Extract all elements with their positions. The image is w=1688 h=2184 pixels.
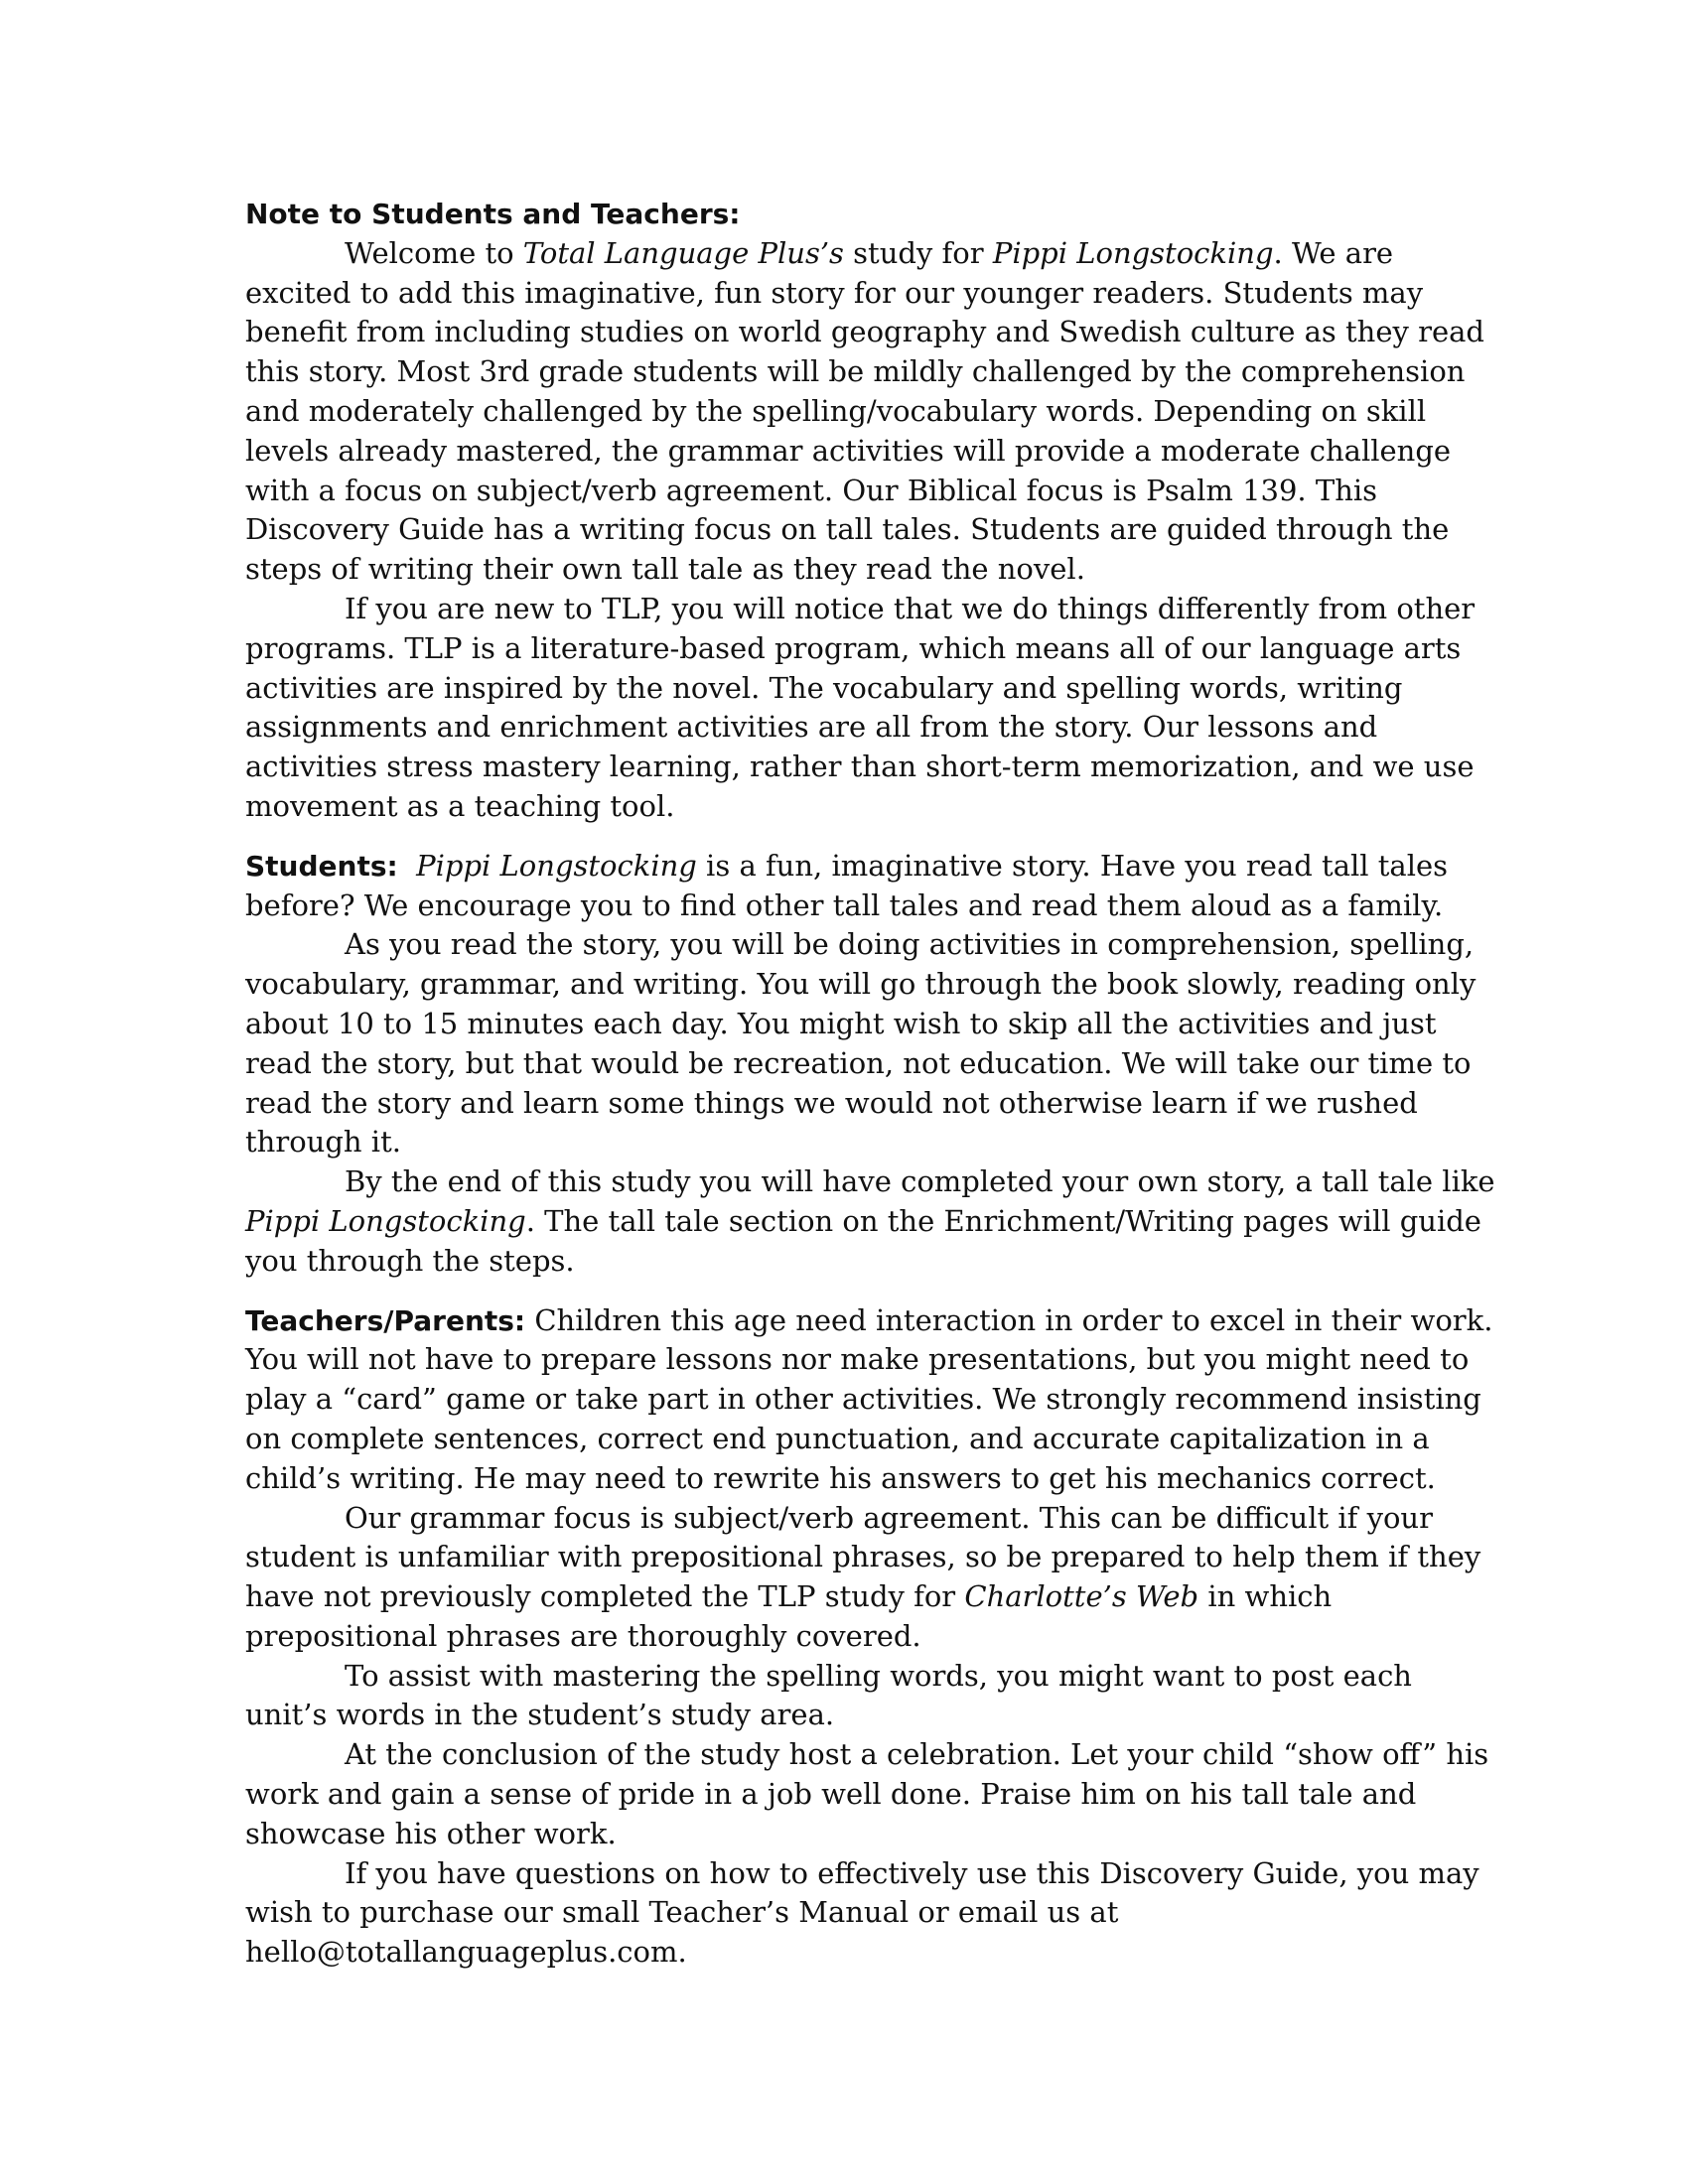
teachers-paragraph-5: If you have questions on how to effectively use this Discovery Guide, you may wish to purchase our small Teacher’s Manual or email us at hello@totallanguageplus.com. [245, 1855, 1479, 1970]
students-paragraph-1 [245, 847, 1496, 926]
book-title-charlottes-web: Charlotte’s Web [964, 1579, 1199, 1614]
note-p1-text-c: study for [843, 235, 993, 270]
teachers-paragraph-4: At the conclusion of the study host a celebration. Let your child “show off” his work and gain a sense of pride in a job well done. Praise him on his tall tale and showcase his other work. [245, 1737, 1489, 1850]
book-title-pippi: Pippi Longstocking [416, 848, 697, 883]
students-section [245, 847, 1496, 1282]
note-paragraph-2: If you are new to TLP, you will notice that we do things differently from other programs. TLP is a literature-based program, which means all of our language arts activities are inspired by the novel. The vocabulary and spelling words, writing assignments and enrichment activities are all from the story. Our lessons and activities stress mastery learning, rather than short-term memorization, and we use movement as a teaching tool. [245, 591, 1476, 823]
teachers-paragraph-1 [245, 1301, 1496, 1499]
note-paragraph-1 [245, 234, 1496, 590]
note-section [245, 195, 1496, 827]
students-p3-text-a: By the end of this study you will have completed your own story, a tall tale like [345, 1164, 1495, 1199]
teachers-paragraph-3: To assist with mastering the spelling words, you might want to post each unit’s words in the student’s study area. [245, 1658, 1412, 1732]
book-title-tlp: Total Language Plus’s [522, 235, 844, 270]
note-p1-text-a: Welcome to [345, 235, 523, 270]
book-title-pippi: Pippi Longstocking [245, 1203, 526, 1238]
teachers-p2-text-c: in which prepositional phrases are thoroughly covered. [245, 1579, 1333, 1653]
students-heading: Students: [245, 849, 398, 883]
teachers-section [245, 1301, 1496, 1974]
students-p3-text-c: . The tall tale section on the Enrichment/Writing pages will guide you through the steps. [245, 1203, 1481, 1278]
note-p1-text-e: . We are excited to add this imaginative, fun story for our younger readers. Students may benefit from including studies on world geography and Swedish culture as they read this story. Most 3rd grade students will be mildly challenged by the comprehension and moderately challenged by the spelling/vocabulary words. Depending on skill levels already mastered, the grammar activities will provide a moderate challenge with a focus on subject/verb agreement. Our Biblical focus is Psalm 139. This Discovery Guide has a writing focus on tall tales. Students are guided through the steps of writing their own tall tale as they read the novel. [245, 235, 1484, 587]
students-paragraph-2: As you read the story, you will be doing activities in comprehension, spelling, vocabulary, grammar, and writing. You will go through the book slowly, reading only about 10 to 15 minutes each day. You might wish to skip all the activities and just read the story, but that would be recreation, not education. We will take our time to read the story and learn some things we would not otherwise learn if we rushed through it. [245, 927, 1477, 1160]
teachers-p1-text: Children this age need interaction in order to excel in their work. You will not have to prepare lessons nor make presentations, but you might need to play a “card” game or take part in other activities. We strongly recommend insisting on complete sentences, correct end punctuation, and accurate capitalization in a child’s writing. He may need to rewrite his answers to get his mechanics correct. [245, 1302, 1493, 1495]
document-page [245, 195, 1496, 1992]
teachers-heading: Teachers/Parents: [245, 1303, 526, 1337]
students-p1-text-b: is a fun, imaginative story. Have you read tall tales before? We encourage you to find other tall tales and read them aloud as a family. [245, 848, 1449, 922]
teachers-paragraph-2 [245, 1499, 1496, 1657]
students-paragraph-3 [245, 1162, 1496, 1281]
book-title-pippi: Pippi Longstocking [992, 235, 1274, 270]
teachers-p2-text-a: Our grammar focus is subject/verb agreement. This can be difficult if your student is unfamiliar with prepositional phrases, so be prepared to help them if they have not previously completed the TLP study for [245, 1500, 1481, 1614]
note-heading: Note to Students and Teachers: [245, 198, 741, 230]
